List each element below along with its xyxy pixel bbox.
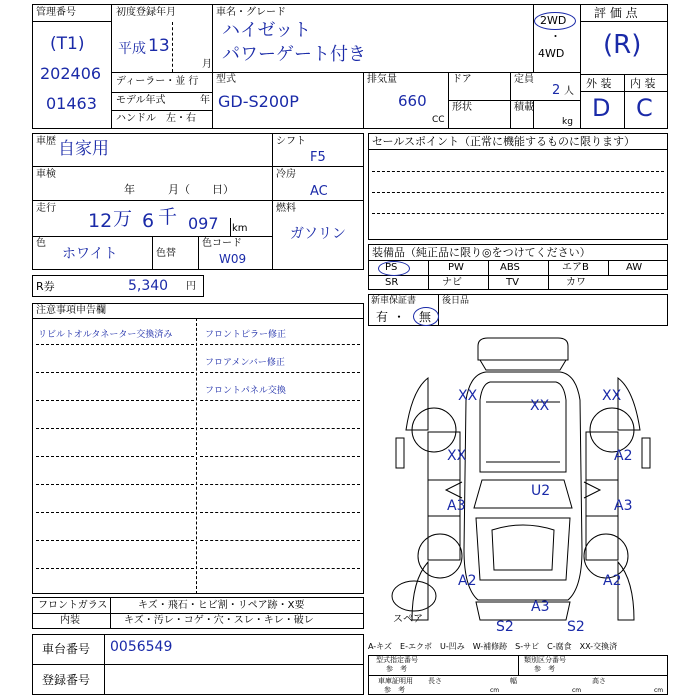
model-type-label: 型式 xyxy=(216,74,236,85)
first-reg-era: 平成 xyxy=(118,41,146,57)
car-body xyxy=(464,372,582,600)
wheel-front-left xyxy=(418,534,462,578)
divider xyxy=(32,166,272,167)
aircon: AC xyxy=(310,184,328,199)
divider xyxy=(32,613,364,614)
front-bumper xyxy=(476,602,570,620)
damage-mark: A3 xyxy=(614,498,633,514)
divider xyxy=(448,100,580,101)
divider xyxy=(32,318,364,319)
glass-label: フロントガラス xyxy=(38,600,108,611)
damage-mark: XX xyxy=(602,388,622,404)
drive-dot: ・ xyxy=(550,30,561,43)
divider xyxy=(548,260,549,290)
roof-spoiler xyxy=(478,338,568,360)
divider xyxy=(580,21,668,22)
damage-mark: XX xyxy=(458,388,478,404)
divider xyxy=(104,634,105,695)
hood xyxy=(476,518,570,580)
capacity-label: 定員 xyxy=(514,74,534,85)
equip-tv: TV xyxy=(506,277,519,288)
first-reg-year: 13 xyxy=(148,36,170,56)
inspection-label: 車検 xyxy=(36,169,56,180)
mileage-rest: 097 xyxy=(188,214,219,233)
chassis-label: 車台番号 xyxy=(42,642,91,656)
damage-mark: A2 xyxy=(603,573,622,589)
damage-mark: A3 xyxy=(531,599,550,615)
first-reg-month-unit: 月 xyxy=(202,59,212,70)
note-line xyxy=(200,456,360,457)
color-change-label: 色替 xyxy=(156,248,176,259)
note-line xyxy=(200,484,360,485)
damage-mark: S2 xyxy=(496,619,514,635)
mgmt-no-label: 管理番号 xyxy=(36,7,76,18)
length-unit: cm xyxy=(490,687,500,694)
divider xyxy=(272,166,364,167)
capacity-unit: 人 xyxy=(564,86,574,97)
damage-legend: A-キズ E-エクボ U-凹み W-補修跡 S-サビ C-腐食 XX-交換済 xyxy=(368,642,618,651)
warranty-dot: ・ xyxy=(393,310,406,324)
exterior-grade: D xyxy=(592,94,611,122)
shape-label: 形状 xyxy=(452,102,472,113)
sales-line xyxy=(372,171,664,172)
divider xyxy=(111,92,212,93)
equipment-label: 装備品（純正品に限り◎をつけてください） xyxy=(372,246,591,259)
exterior-label: 外 装 xyxy=(586,77,612,90)
note-line xyxy=(200,512,360,513)
note-line xyxy=(200,428,360,429)
handle-label: ハンドル 左・右 xyxy=(116,113,196,124)
shift-label: シフト xyxy=(276,136,306,147)
note-line xyxy=(36,568,194,569)
type-no-label: 型式指定番号 xyxy=(376,656,418,664)
fuel: ガソリン xyxy=(290,226,346,242)
damage-mark: A2 xyxy=(458,573,477,589)
rating-label: 評 価 点 xyxy=(594,6,638,20)
note-line xyxy=(200,540,360,541)
dealer-label: ディーラー・並 行 xyxy=(116,76,199,87)
divider xyxy=(533,4,534,72)
divider xyxy=(230,218,231,236)
divider xyxy=(368,675,668,676)
divider xyxy=(198,236,199,270)
note-line xyxy=(36,484,194,485)
divider xyxy=(32,664,364,665)
equip-abs: ABS xyxy=(500,262,520,273)
divider xyxy=(368,149,668,150)
warranty-no: 無 xyxy=(419,310,432,324)
equip-sr: SR xyxy=(385,277,399,288)
color-code: W09 xyxy=(219,252,247,266)
note-line xyxy=(200,344,360,345)
r-ticket-label: R券 xyxy=(36,280,55,293)
shift: F5 xyxy=(310,150,326,165)
notes-label: 注意事項申告欄 xyxy=(36,305,106,316)
note-left: リビルトオルタネーター交換済み xyxy=(38,330,173,340)
model-year-unit: 年 xyxy=(200,95,210,106)
door-label: ドア xyxy=(452,74,472,85)
height-label: 高さ xyxy=(592,677,606,685)
car-name-label: 車名・グレード xyxy=(216,7,286,18)
interior-check-label: 内装 xyxy=(60,615,80,626)
note-right: フロントピラー修正 xyxy=(205,330,287,340)
warranty-label: 新車保証書 xyxy=(371,296,417,306)
equip-aw: AW xyxy=(626,262,643,273)
roof xyxy=(480,382,566,472)
divider xyxy=(368,260,668,261)
divider xyxy=(438,294,439,326)
note-right: フロントパネル交換 xyxy=(205,386,286,396)
mileage-sen: 6 xyxy=(142,210,155,232)
divider xyxy=(196,318,197,594)
note-line xyxy=(36,456,194,457)
equip-ps: PS xyxy=(385,262,398,273)
note-line xyxy=(36,344,194,345)
sales-line xyxy=(372,213,664,214)
width-label: 幅 xyxy=(510,677,517,685)
aircon-label: 冷房 xyxy=(276,169,296,180)
extra-key-label: 後日品 xyxy=(442,296,470,306)
class-no-label: 類別区分番号 xyxy=(524,656,566,664)
divider xyxy=(152,236,153,270)
sales-line xyxy=(372,192,664,193)
damage-mark: U2 xyxy=(531,483,551,499)
length-label: 長さ xyxy=(428,677,442,685)
mgmt-code: (T1) xyxy=(50,34,85,54)
divider xyxy=(488,260,489,290)
notes-frame xyxy=(32,303,364,594)
class-no-ref: 参 考 xyxy=(534,665,555,673)
color-label: 色 xyxy=(36,238,46,249)
fuel-label: 燃料 xyxy=(276,203,296,214)
damage-mark: XX xyxy=(447,448,467,464)
divider xyxy=(172,22,173,72)
wheel-front-right xyxy=(584,534,628,578)
divider xyxy=(212,4,213,129)
mileage-unit: km xyxy=(232,223,248,234)
displacement-label: 排気量 xyxy=(367,74,397,85)
note-line xyxy=(36,512,194,513)
equip-airbag: エアB xyxy=(562,262,589,273)
divider xyxy=(624,74,625,129)
history-value: 自家用 xyxy=(58,139,109,159)
divider xyxy=(518,655,519,675)
displacement-unit: CC xyxy=(432,115,445,125)
load-unit: kg xyxy=(562,117,573,127)
divider xyxy=(111,110,212,111)
divider xyxy=(272,200,364,201)
damage-mark: A2 xyxy=(614,448,633,464)
interior-items: キズ・汚レ・コゲ・穴・スレ・キレ・破レ xyxy=(124,615,314,626)
equip-leather: カワ xyxy=(566,277,586,288)
rating-value: (R) xyxy=(603,30,642,60)
interior-label: 内 装 xyxy=(630,77,656,90)
note-right: フロアメンバー修正 xyxy=(205,358,285,368)
width-unit: cm xyxy=(572,687,582,694)
cert-label: 車庫証明用 xyxy=(378,677,413,685)
note-line xyxy=(200,568,360,569)
mgmt-no-2: 01463 xyxy=(46,94,97,113)
warranty-yes: 有 xyxy=(376,310,389,324)
history-label: 車歴 xyxy=(36,136,56,147)
first-reg-label: 初度登録年月 xyxy=(116,7,176,18)
damage-mark: S2 xyxy=(567,619,585,635)
equip-pw: PW xyxy=(448,262,464,273)
equip-navi: ナビ xyxy=(442,277,462,288)
model-type: GD-S200P xyxy=(218,92,299,111)
chassis-no: 0056549 xyxy=(110,639,173,655)
mileage-label: 走行 xyxy=(36,203,56,214)
cert-ref: 参 考 xyxy=(384,686,405,694)
divider xyxy=(608,260,609,275)
load-label: 積載 xyxy=(514,102,534,113)
divider xyxy=(428,260,429,290)
note-line xyxy=(36,372,194,373)
spare-label: スペア xyxy=(393,614,423,625)
interior-grade: C xyxy=(636,94,653,122)
mileage-sen-unit: 千 xyxy=(158,206,178,228)
divider xyxy=(110,597,111,629)
divider xyxy=(272,133,273,270)
r-ticket-unit: 円 xyxy=(186,281,196,292)
model-year-label: モデル年式 xyxy=(116,95,166,106)
mileage-man-unit: 万 xyxy=(113,208,133,230)
drive-2wd: 2WD xyxy=(540,14,567,27)
color-code-label: 色コード xyxy=(202,238,242,249)
divider xyxy=(32,200,272,201)
color-value: ホワイト xyxy=(62,246,118,262)
height-unit: cm xyxy=(654,687,664,694)
damage-mark: A3 xyxy=(447,498,466,514)
divider xyxy=(368,275,668,276)
damage-mark: XX xyxy=(530,398,550,414)
windshield xyxy=(474,480,572,508)
car-diagram xyxy=(368,330,668,640)
mgmt-no-1: 202406 xyxy=(40,64,102,83)
note-line xyxy=(36,428,194,429)
divider xyxy=(363,72,364,129)
sales-points-label: セールスポイント（正常に機能するものに限ります） xyxy=(372,135,636,148)
note-line xyxy=(36,540,194,541)
r-ticket-frame xyxy=(32,275,204,297)
divider xyxy=(580,4,581,129)
capacity: 2 xyxy=(552,83,561,98)
r-ticket-value: 5,340 xyxy=(128,278,169,294)
note-line xyxy=(200,372,360,373)
mileage-man: 12 xyxy=(88,210,113,232)
note-line xyxy=(200,400,360,401)
reg-no-label: 登録番号 xyxy=(42,673,91,687)
inspection-text: 年 月（ 日） xyxy=(124,183,234,196)
displacement: 660 xyxy=(398,92,427,110)
divider xyxy=(32,21,111,22)
drive-4wd: 4WD xyxy=(538,47,565,60)
note-line xyxy=(36,400,194,401)
car-name: ハイゼット xyxy=(222,20,312,41)
glass-items: キズ・飛石・ヒビ割・リペア跡・X要 xyxy=(138,600,305,611)
grade: パワーゲート付き xyxy=(222,44,366,65)
type-no-ref: 参 考 xyxy=(386,665,407,673)
